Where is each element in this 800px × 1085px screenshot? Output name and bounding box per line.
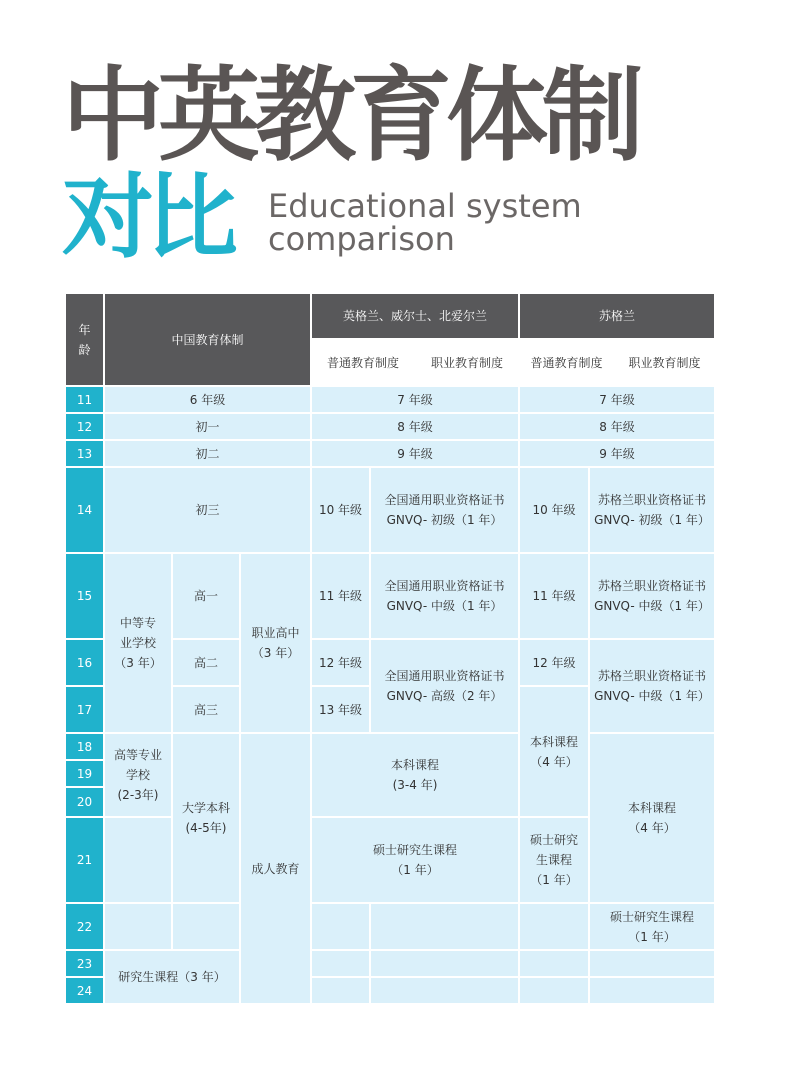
scotland-cell: 本科课程 （4 年） <box>520 687 588 816</box>
england-cell-empty <box>312 978 369 1003</box>
china-cell: 中等专 业学校 （3 年） <box>105 554 171 732</box>
age-cell: 22 <box>66 904 103 949</box>
age-cell: 18 <box>66 734 103 759</box>
scotland-cell-empty <box>520 978 588 1003</box>
age-cell: 11 <box>66 387 103 412</box>
scotland-cell: 10 年级 <box>520 468 588 552</box>
age-cell: 19 <box>66 761 103 786</box>
english-title-line-1: Educational system <box>268 187 582 225</box>
china-cell-empty <box>173 904 239 949</box>
scotland-cell: 苏格兰职业资格证书 GNVQ- 中级（1 年） <box>590 554 714 638</box>
scotland-cell: 8 年级 <box>520 414 714 439</box>
england-cell: 全国通用职业资格证书 GNVQ- 高级（2 年） <box>371 640 518 732</box>
england-cell: 7 年级 <box>312 387 518 412</box>
scotland-cell: 苏格兰职业资格证书 GNVQ- 中级（1 年） <box>590 640 714 732</box>
scotland-cell: 9 年级 <box>520 441 714 466</box>
china-cell: 初三 <box>105 468 310 552</box>
scotland-cell-empty <box>590 951 714 976</box>
england-cell-empty <box>371 951 518 976</box>
china-cell: 高三 <box>173 687 239 732</box>
age-cell: 12 <box>66 414 103 439</box>
england-cell: 全国通用职业资格证书 GNVQ- 中级（1 年） <box>371 554 518 638</box>
age-cell: 13 <box>66 441 103 466</box>
scotland-cell-empty <box>520 951 588 976</box>
england-cell: 全国通用职业资格证书 GNVQ- 初级（1 年） <box>371 468 518 552</box>
age-cell: 21 <box>66 818 103 902</box>
england-cell: 12 年级 <box>312 640 369 685</box>
china-cell: 职业高中 （3 年） <box>241 554 310 732</box>
china-cell-empty <box>105 818 171 902</box>
scotland-cell: 苏格兰职业资格证书 GNVQ- 初级（1 年） <box>590 468 714 552</box>
scotland-cell-empty <box>520 904 588 949</box>
age-cell: 15 <box>66 554 103 638</box>
england-cell: 13 年级 <box>312 687 369 732</box>
page-subtitle: 对比 <box>62 164 231 271</box>
china-cell: 6 年级 <box>105 387 310 412</box>
england-cell: 本科课程 (3-4 年) <box>312 734 518 816</box>
page-title: 中英教育体制 <box>62 57 638 176</box>
england-cell-empty <box>371 978 518 1003</box>
age-cell: 23 <box>66 951 103 976</box>
scotland-cell: 硕士研究 生课程 （1 年） <box>520 818 588 902</box>
china-cell-empty <box>105 904 171 949</box>
header-england-general: 普通教育制度 <box>312 340 414 385</box>
england-cell: 9 年级 <box>312 441 518 466</box>
scotland-cell: 7 年级 <box>520 387 714 412</box>
scotland-cell: 本科课程 （4 年） <box>590 734 714 902</box>
england-cell-empty <box>371 904 518 949</box>
china-cell: 大学本科 (4-5年) <box>173 734 239 902</box>
china-cell: 高等专业 学校 (2-3年) <box>105 734 171 816</box>
english-title-line-2: comparison <box>268 220 455 258</box>
header-age: 年 龄 <box>66 294 103 385</box>
england-cell-empty <box>312 904 369 949</box>
header-scotland-vocational: 职业教育制度 <box>615 340 714 385</box>
china-cell: 研究生课程（3 年） <box>105 951 239 1003</box>
scotland-cell: 硕士研究生课程 （1 年） <box>590 904 714 949</box>
england-cell: 硕士研究生课程 （1 年） <box>312 818 518 902</box>
china-cell: 成人教育 <box>241 734 310 1003</box>
age-cell: 20 <box>66 788 103 816</box>
england-cell: 8 年级 <box>312 414 518 439</box>
header-scotland-general: 普通教育制度 <box>520 340 613 385</box>
age-cell: 16 <box>66 640 103 685</box>
china-cell: 高二 <box>173 640 239 685</box>
england-cell: 11 年级 <box>312 554 369 638</box>
header-england: 英格兰、威尔士、北爱尔兰 <box>312 294 518 338</box>
age-cell: 24 <box>66 978 103 1003</box>
header-scotland: 苏格兰 <box>520 294 714 338</box>
england-cell-empty <box>312 951 369 976</box>
scotland-cell-empty <box>590 978 714 1003</box>
china-cell: 初二 <box>105 441 310 466</box>
scotland-cell: 11 年级 <box>520 554 588 638</box>
england-cell: 10 年级 <box>312 468 369 552</box>
age-cell: 17 <box>66 687 103 732</box>
china-cell: 高一 <box>173 554 239 638</box>
scotland-cell: 12 年级 <box>520 640 588 685</box>
header-england-vocational: 职业教育制度 <box>416 340 518 385</box>
header-china: 中国教育体制 <box>105 294 310 385</box>
china-cell: 初一 <box>105 414 310 439</box>
age-cell: 14 <box>66 468 103 552</box>
